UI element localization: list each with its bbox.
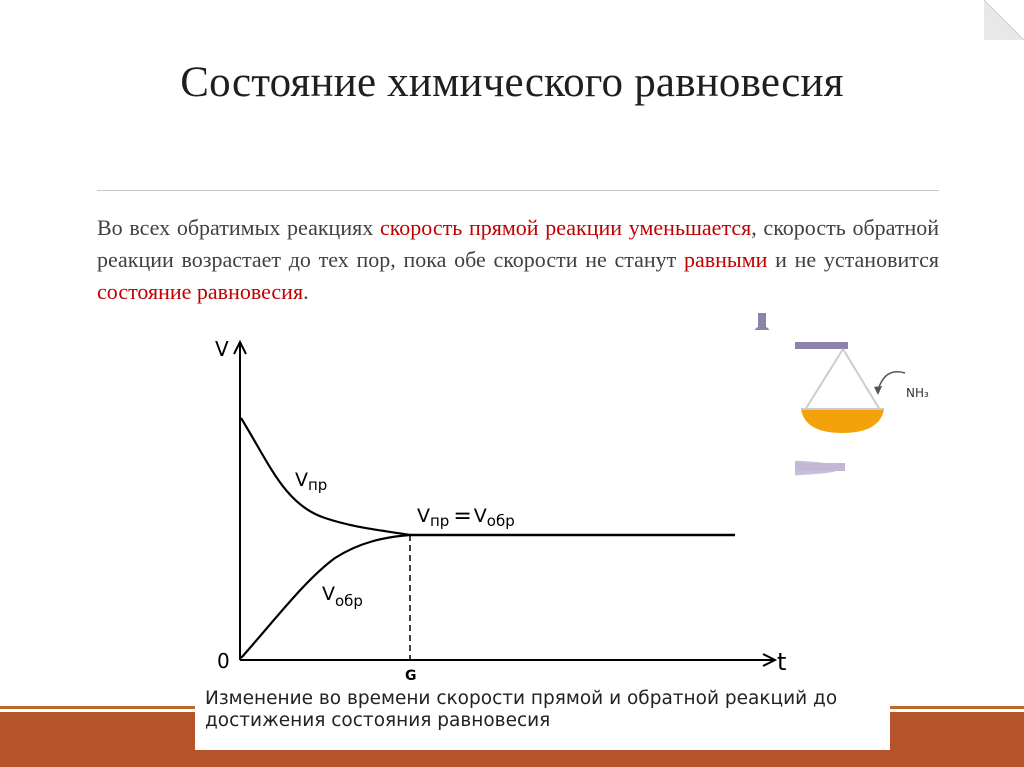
- highlight-equal: равными: [684, 247, 768, 272]
- origin-label: 0: [217, 649, 230, 673]
- chart-caption: Изменение во времени скорости прямой и обратной реакций до достижения состояния равновесия: [205, 688, 838, 731]
- paragraph-text-2: , скорость обратной реакции возрастает до тех пор, пока обе скорости не станут: [97, 215, 939, 272]
- right-pan: [801, 409, 884, 433]
- equilibrium-time-label: G: [405, 668, 417, 684]
- paragraph-text-3: и не установится: [767, 247, 939, 272]
- highlight-forward-rate: скорость прямой реакции уменьшается: [379, 215, 752, 240]
- series-label-reverse: $V_{обр}$: [322, 583, 363, 610]
- reaction-rate-chart: [195, 330, 795, 690]
- right-arrow-icon: [878, 372, 905, 390]
- paragraph-text-1: Во всех обратимых реакциях: [97, 215, 380, 240]
- x-axis-label: t: [777, 648, 787, 676]
- body-paragraph: [97, 212, 939, 308]
- highlight-equilibrium-state: состояние равновесия: [97, 279, 304, 304]
- title-divider: [97, 190, 939, 191]
- series-label-forward: $V_{пр}$: [295, 469, 328, 494]
- equilibrium-label: $V_{пр} = V_{обр}$: [417, 504, 515, 530]
- paragraph-text-4: .: [303, 279, 309, 304]
- y-axis-label: V: [215, 337, 229, 361]
- right-pan-label: NH₃: [906, 386, 929, 400]
- slide-title: Состояние химического равновесия: [180, 59, 844, 106]
- corner-fold-decoration: [984, 0, 1024, 40]
